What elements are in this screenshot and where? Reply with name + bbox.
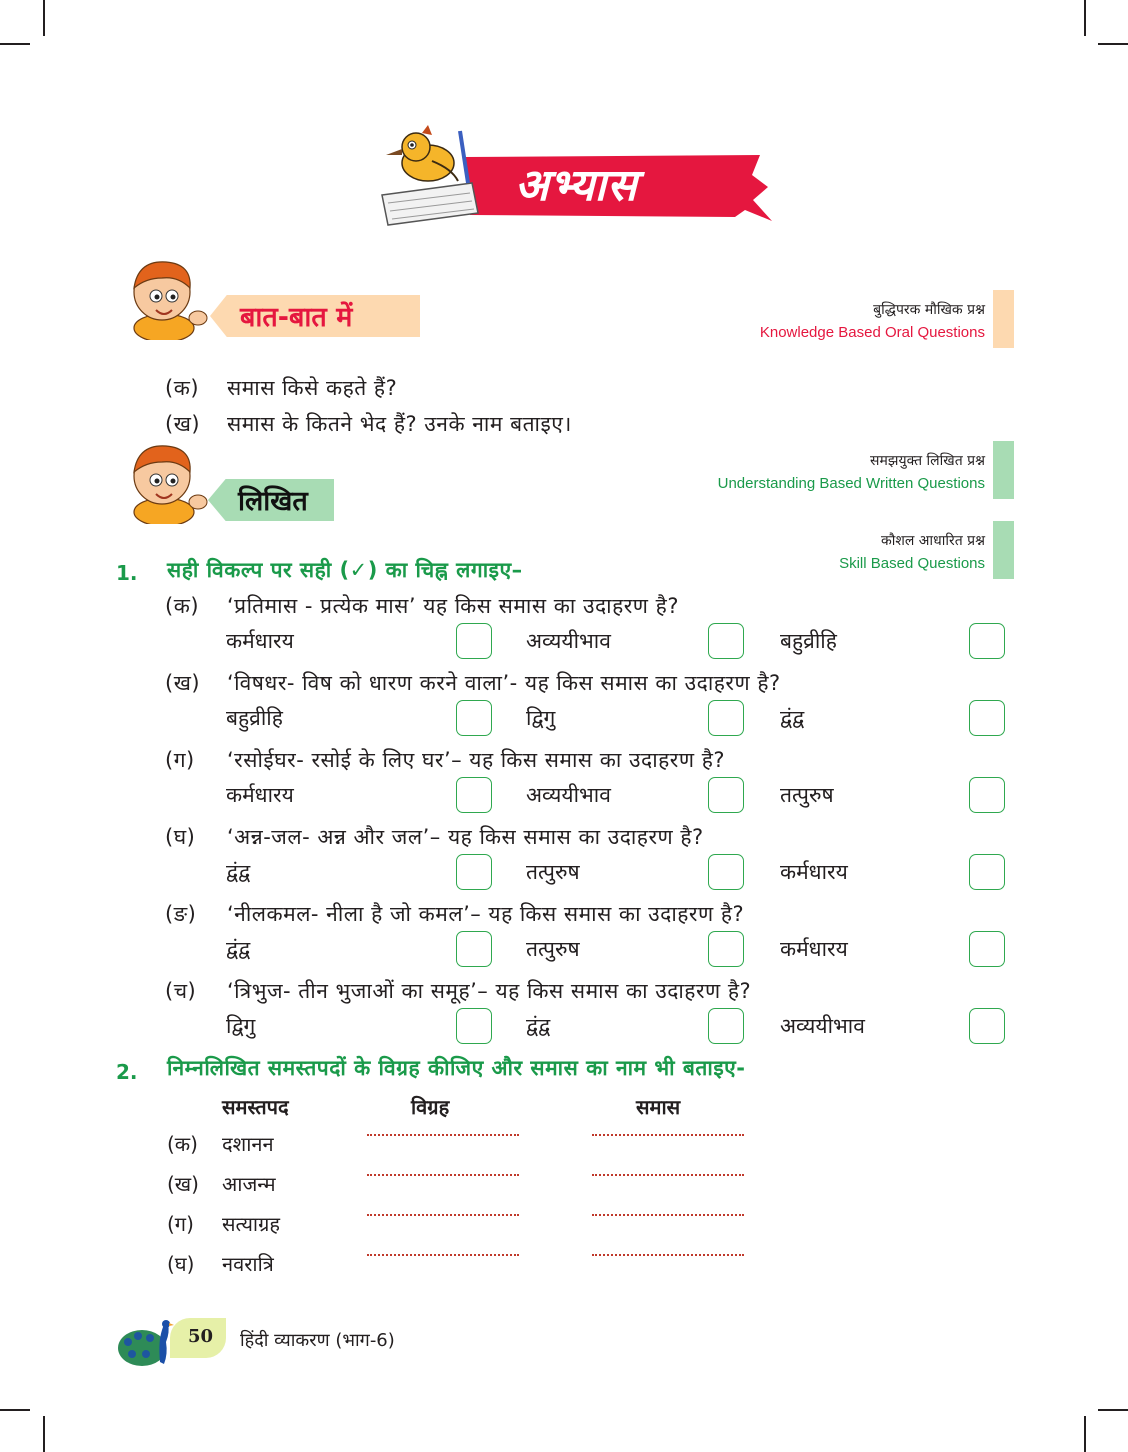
vigrah-answer-line[interactable] xyxy=(367,1254,519,1256)
question-text: ‘अन्न-जल- अन्न और जल’– यह किस समास का उदाहरण है? xyxy=(227,825,704,849)
boy-mascot xyxy=(128,442,216,524)
question-text: ‘त्रिभुज- तीन भुजाओं का समूह’– यह किस समास का उदाहरण है? xyxy=(227,979,752,1003)
samas-answer-line[interactable] xyxy=(592,1214,744,1216)
vigrah-answer-line[interactable] xyxy=(367,1214,519,1216)
crop-mark xyxy=(1098,43,1128,45)
option-label: कर्मधारय xyxy=(226,629,294,653)
answer-checkbox[interactable] xyxy=(969,700,1005,736)
question-text: ‘नीलकमल- नीला है जो कमल’– यह किस समास का उदाहरण है? xyxy=(227,902,745,926)
option-label: द्वंद्व xyxy=(526,1014,551,1038)
samastpad-word: सत्याग्रह xyxy=(222,1212,280,1236)
tag-oral-english: Knowledge Based Oral Questions xyxy=(759,324,985,341)
crop-mark xyxy=(43,1416,45,1452)
option-label: बहुव्रीहि xyxy=(226,706,283,730)
answer-checkbox[interactable] xyxy=(456,931,492,967)
answer-checkbox[interactable] xyxy=(456,854,492,890)
answer-checkbox[interactable] xyxy=(708,854,744,890)
option-label: बहुव्रीहि xyxy=(780,629,837,653)
vigrah-answer-line[interactable] xyxy=(367,1134,519,1136)
question-label: (ङ) xyxy=(165,902,197,926)
question-text: ‘रसोईघर- रसोई के लिए घर’– यह किस समास का उदाहरण है? xyxy=(227,748,726,772)
mcq-question xyxy=(165,900,744,928)
answer-checkbox[interactable] xyxy=(708,777,744,813)
option-label: द्विगु xyxy=(526,706,556,730)
question-label: (ख) xyxy=(165,412,201,436)
option-label: कर्मधारय xyxy=(780,860,848,884)
tag-oral-hindi: बुद्धिपरक मौखिक प्रश्न xyxy=(873,302,985,318)
answer-checkbox[interactable] xyxy=(708,931,744,967)
question-title: सही विकल्प पर सही (✓) का चिह्न लगाइए– xyxy=(167,558,523,582)
option-label: तत्पुरुष xyxy=(526,937,580,961)
row-label: (क) xyxy=(167,1132,198,1156)
option-label: द्वंद्व xyxy=(226,937,251,961)
question-label: (क) xyxy=(165,376,200,400)
answer-checkbox[interactable] xyxy=(708,700,744,736)
answer-checkbox[interactable] xyxy=(969,623,1005,659)
oral-question xyxy=(165,410,572,438)
question-text: ‘प्रतिमास - प्रत्येक मास’ यह किस समास का उदाहरण है? xyxy=(227,594,679,618)
row-label: (घ) xyxy=(167,1252,195,1276)
answer-checkbox[interactable] xyxy=(969,777,1005,813)
samastpad-word: आजन्म xyxy=(222,1172,276,1196)
mcq-question xyxy=(165,669,781,697)
mcq-question xyxy=(165,592,679,620)
question-title: निम्नलिखित समस्तपदों के विग्रह कीजिए और समास का नाम भी बताइए- xyxy=(167,1056,746,1080)
samas-answer-line[interactable] xyxy=(592,1134,744,1136)
page-title: अभ्यास xyxy=(515,160,638,211)
crop-mark xyxy=(1098,1409,1128,1411)
answer-checkbox[interactable] xyxy=(456,623,492,659)
column-header: विग्रह xyxy=(411,1095,450,1119)
column-header: समस्तपद xyxy=(222,1095,289,1119)
samas-answer-line[interactable] xyxy=(592,1174,744,1176)
option-label: द्वंद्व xyxy=(226,860,251,884)
header-banner xyxy=(360,125,780,230)
boy-mascot xyxy=(128,258,216,340)
question-text: समास के कितने भेद हैं? उनके नाम बताइए। xyxy=(227,412,572,436)
tag-skill-hindi: कौशल आधारित प्रश्न xyxy=(880,533,985,549)
book-title: हिंदी व्याकरण (भाग-6) xyxy=(240,1330,395,1351)
question-label: (घ) xyxy=(165,825,196,849)
answer-checkbox[interactable] xyxy=(708,1008,744,1044)
question-number: 1. xyxy=(116,561,138,585)
option-label: तत्पुरुष xyxy=(526,860,580,884)
page-number: 50 xyxy=(188,1326,214,1347)
question-label: (ग) xyxy=(165,748,195,772)
samastpad-word: नवरात्रि xyxy=(222,1252,274,1276)
answer-checkbox[interactable] xyxy=(456,777,492,813)
answer-checkbox[interactable] xyxy=(969,1008,1005,1044)
answer-checkbox[interactable] xyxy=(969,931,1005,967)
crop-mark xyxy=(1084,0,1086,36)
tag-understanding-hindi: समझयुक्त लिखित प्रश्न xyxy=(870,453,985,469)
answer-checkbox[interactable] xyxy=(456,700,492,736)
option-label: अव्ययीभाव xyxy=(780,1014,865,1038)
vigrah-answer-line[interactable] xyxy=(367,1174,519,1176)
answer-checkbox[interactable] xyxy=(456,1008,492,1044)
tag-understanding-english: Understanding Based Written Questions xyxy=(717,475,985,492)
crop-mark xyxy=(43,0,45,36)
mcq-question xyxy=(165,977,751,1005)
samas-answer-line[interactable] xyxy=(592,1254,744,1256)
tag-bar-understanding xyxy=(993,441,1014,499)
question-label: (ख) xyxy=(165,671,201,695)
row-label: (ग) xyxy=(167,1212,194,1236)
tag-skill-english: Skill Based Questions xyxy=(839,555,985,572)
option-label: कर्मधारय xyxy=(780,937,848,961)
crop-mark xyxy=(1084,1416,1086,1452)
tag-bar-skill xyxy=(993,521,1014,579)
crop-mark xyxy=(0,1409,30,1411)
mcq-question xyxy=(165,746,725,774)
tag-bar-oral xyxy=(993,290,1014,348)
option-label: अव्ययीभाव xyxy=(526,783,611,807)
question-text: ‘विषधर- विष को धारण करने वाला’- यह किस समास का उदाहरण है? xyxy=(227,671,781,695)
oral-question xyxy=(165,374,397,402)
question-label: (क) xyxy=(165,594,200,618)
question-label: (च) xyxy=(165,979,197,1003)
crop-mark xyxy=(0,43,30,45)
option-label: द्विगु xyxy=(226,1014,256,1038)
question-number: 2. xyxy=(116,1060,138,1084)
option-label: तत्पुरुष xyxy=(780,783,834,807)
option-label: कर्मधारय xyxy=(226,783,294,807)
row-label: (ख) xyxy=(167,1172,199,1196)
samastpad-word: दशानन xyxy=(222,1132,274,1156)
question-text: समास किसे कहते हैं? xyxy=(227,376,398,400)
section-label-baat: बात-बात में xyxy=(240,302,353,333)
answer-checkbox[interactable] xyxy=(969,854,1005,890)
column-header: समास xyxy=(636,1095,681,1119)
option-label: द्वंद्व xyxy=(780,706,805,730)
mcq-question xyxy=(165,823,704,851)
option-label: अव्ययीभाव xyxy=(526,629,611,653)
section-label-likhit: लिखित xyxy=(238,486,308,517)
answer-checkbox[interactable] xyxy=(708,623,744,659)
